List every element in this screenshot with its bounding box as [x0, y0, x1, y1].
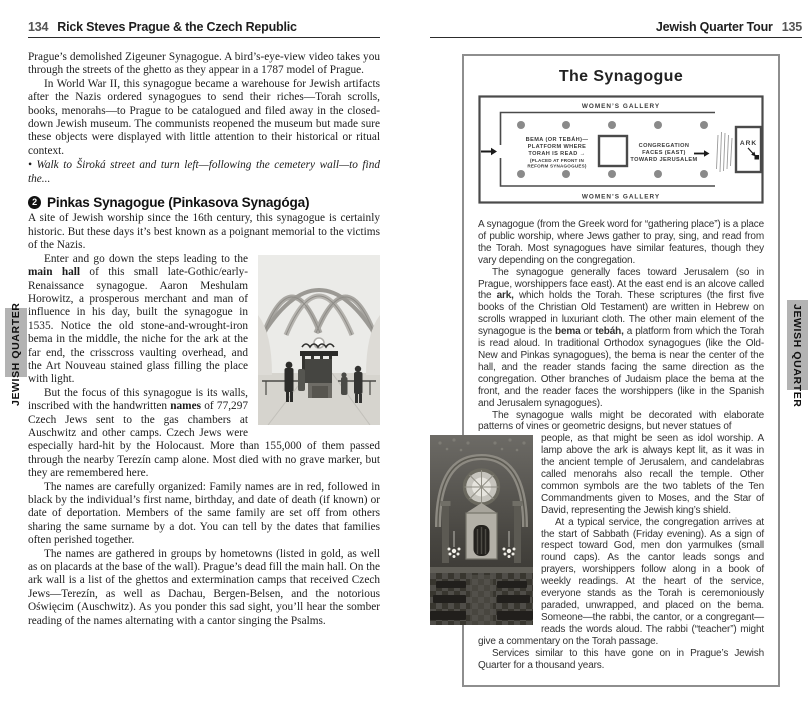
section-number-badge: 2	[28, 196, 41, 209]
svg-text:REFORM SYNAGOGUES): REFORM SYNAGOGUES)	[527, 163, 587, 169]
svg-text:CONGREGATION: CONGREGATION	[638, 143, 690, 149]
right-header-title: Jewish Quarter Tour	[655, 20, 773, 34]
svg-text:BEMA (OR TEBÁH)—: BEMA (OR TEBÁH)—	[525, 137, 589, 143]
left-page-header	[28, 20, 380, 38]
bema-label	[526, 136, 589, 169]
svg-text:(PLACED AT FRONT IN: (PLACED AT FRONT IN	[529, 158, 585, 163]
paragraph-text: people, as that might be seen as idol worship. A lamp above the ark is always kept lit, as it was in the ancient temple of Jerusalem, and candelabras called menorahs also recall the temple. Other common symbols are the two tablets of the Ten Commandments given to Moses, and the Star of David, representing the Jewish king’s shield.	[541, 433, 764, 516]
paragraph	[28, 253, 380, 387]
womens-gallery-bottom-label: WOMEN’S GALLERY	[581, 193, 661, 201]
section-heading	[28, 196, 380, 209]
paragraph: The names are carefully organized: Family names are in red, followed in black by the individual’s first name, birthday, and date of death (if known) or date of deportation. Members of the same family are set off from others sharing the same surname by a dot. You can tell by the dates that families often perished together.	[28, 480, 380, 547]
paragraph: The synagogue walls might be decorated with elaborate patterns of vines or geometric designs, but never statues of	[478, 409, 764, 433]
paragraph: The names are gathered in groups by hometowns (listed in gold, as well as on placards at the base of the wall). Prague’s dead fill the main hall. On the ark wall is a list of the ghettos and extermination camps that received Czech Jews—Terezín, as well as Dachau, Bergen-Belsen, and the notorious Oświęcim (Auschwitz). As you ponder this sad sight, you’ll hear the somber reading of the names alternating with a cantor singing the Psalms.	[28, 547, 380, 627]
ark-box	[736, 127, 761, 172]
paragraph: A site of Jewish worship since the 16th century, this synagogue is certainly historic. But these days it’s best known as a poignant memorial to the victims of the Nazis.	[28, 212, 380, 252]
paragraph: But the focus of this synagogue is its walls, inscribed with the handwritten names of 77,297 Czech Jews sent to the gas chambers at Auschwitz and other camps. Czech Jews were especially hard-hit by the Holocaust. More than 155,000 of them passed through the nearby Terezín camp alone. Most died with no grave marker, but they are remembered here.	[28, 386, 380, 480]
svg-text:TOWARD JERUSALEM: TOWARD JERUSALEM	[630, 157, 698, 163]
paragraph: At a typical service, the congregation arrives at the start of Sabbath (Friday evening). As a sign of respect toward God, men don yarmulkes (small round caps). As the cantor leads songs and prayers, worshippers follow along in a book of weekly readings. At the heart of the service, everyone stands as the Torah is ceremoniously paraded, unwrapped, and placed on the bema. Someone—the rabbi, the cantor, or a congregant—reads the words aloud. The rabbi (“teacher”) might give a commentary on the Torah passage.	[478, 516, 764, 647]
bema-square	[599, 136, 627, 166]
left-page-number: 134	[28, 20, 49, 34]
sidebar-box-text	[478, 219, 764, 671]
right-chapter-tab-label: JEWISH QUARTER	[791, 304, 803, 408]
svg-text:PLATFORM WHERE: PLATFORM WHERE	[527, 144, 587, 150]
right-page-number: 135	[781, 20, 802, 34]
womens-gallery-top-label: WOMEN’S GALLERY	[581, 103, 661, 110]
paragraph: Services similar to this have gone on in Prague’s Jewish Quarter for a thousand years.	[478, 647, 764, 671]
paragraph: The synagogue generally faces toward Jerusalem (so in Prague, worshippers face east). At the east end is an alcove called the ark, which holds the Torah. These scriptures (the first five books of the Christian Old Testament) are written in Hebrew on scrolls wrapped in luxuriant cloth. The other main element of the synagogue is the bema or tebáh, a platform from which the Torah is read aloud. In traditional Orthodox synagogues (like the Old-New and Pinkas synagogues), the bema is near the center of the hall, and the reader stands facing the same direction as the congregation. Other branches of Judaism place the bema at the front, and the reader faces the worshippers (like in the Spanish and Jerusalem synagogues).	[478, 266, 764, 409]
paragraph-text: Enter and go down the steps leading to the main hall of this small late-Gothic/early-Renaissance synagogue. Aaron Meshulam Horowitz, a prosperous merchant and man of influence in his day, built the synagogue in 1535. Notice the old stone-and-wrought-iron bema in the middle, the niche for the ark at the far end, the crisscross vaulting overhead, and the Art Nouveau stained glass filling the place with light.	[28, 252, 249, 386]
svg-text:FACES (EAST): FACES (EAST)	[642, 150, 686, 156]
spanish-synagogue-photo	[430, 435, 533, 625]
sidebar-box-title: The Synagogue	[558, 68, 684, 85]
left-chapter-tab-label: JEWISH QUARTER	[10, 302, 22, 406]
synagogue-floorplan-diagram	[478, 95, 764, 210]
left-header-title: Rick Steves Prague & the Czech Republic	[57, 20, 297, 34]
paragraph: A synagogue (from the Greek word for “gathering place”) is a place of public worship, where Jews gather to pray, sing, and read from the Torah. Most synagogues have similar features, though they vary depending on the congregation.	[478, 219, 764, 266]
pinkas-synagogue-photo	[258, 255, 380, 425]
right-page-header	[430, 20, 802, 38]
paragraph: Prague’s demolished Zigeuner Synagogue. A bird’s-eye-view video takes you through the streets of the ghetto as they appear in a 1787 model of Prague.	[28, 51, 380, 77]
right-page	[430, 20, 802, 687]
pinkas-interior-illustration	[258, 255, 380, 425]
ark-label: ARK	[739, 140, 758, 147]
left-page	[28, 20, 380, 628]
svg-text:TORAH IS READ →: TORAH IS READ →	[528, 151, 586, 157]
paragraph: In World War II, this synagogue became a warehouse for Jewish artifacts after the Nazis ordered synagogues to send their riches—Torah scrolls, books, menorahs—to Prague to be catalogued and filed away in the closed-down Jewish museum. The communists reopened the museum but made sure these objects were displayed with little attention to their historical or ritual context.	[28, 77, 380, 157]
walking-direction-note: • Walk to Široká street and turn left—following the cemetery wall—to find the...	[28, 159, 380, 185]
left-body-text	[28, 51, 380, 628]
synagogue-sidebar-box	[462, 54, 780, 687]
spanish-interior-illustration	[430, 435, 533, 625]
paragraph	[478, 433, 764, 516]
section-title: Pinkas Synagogue (Pinkasova Synagóga)	[47, 195, 310, 211]
